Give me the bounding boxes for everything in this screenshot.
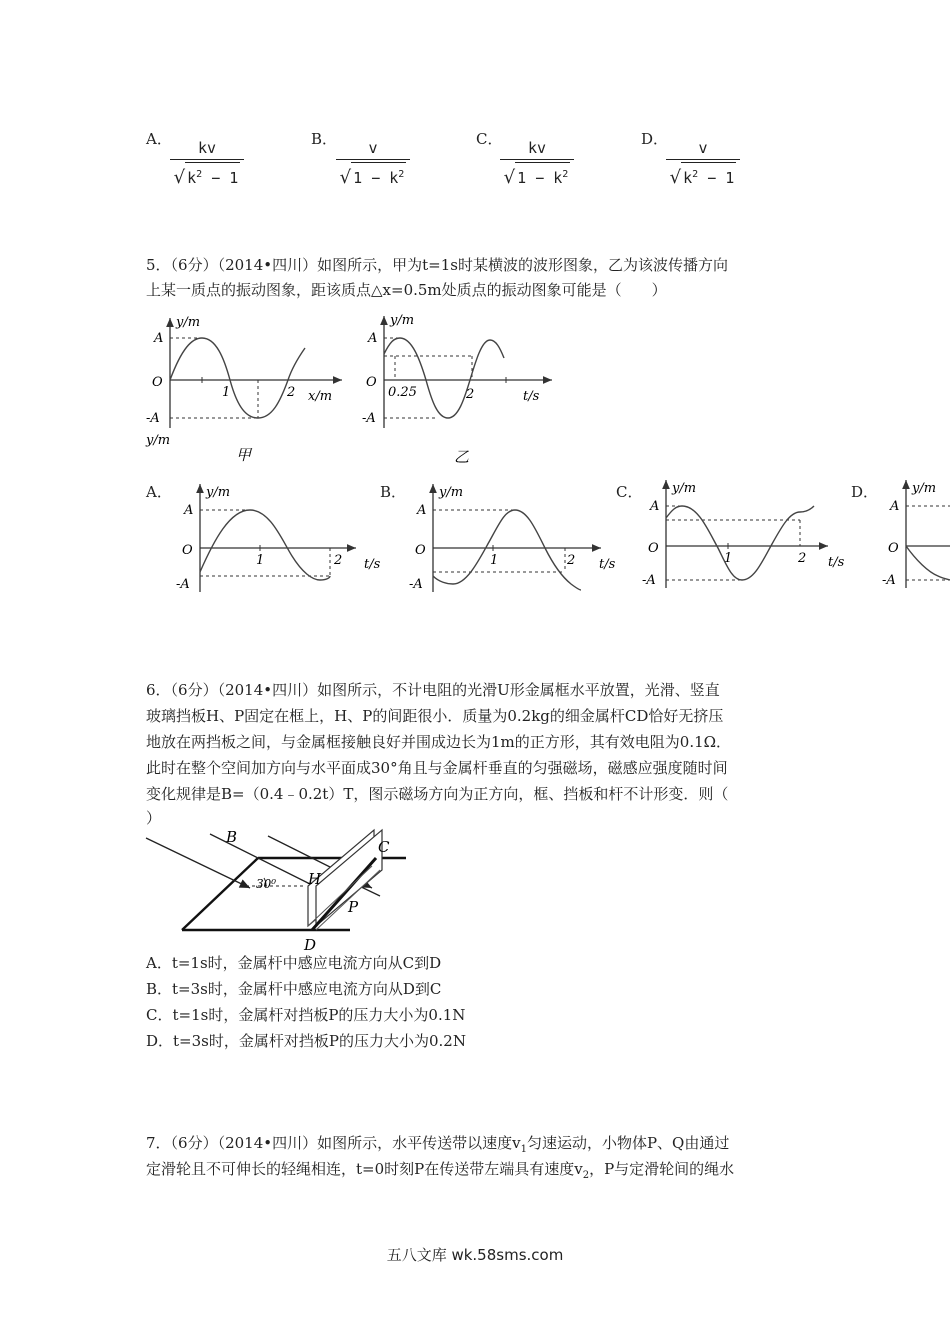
optc-xlabel: t/s [828,555,845,570]
jia-negA-label: -A [146,411,160,426]
q6-label-P: P [348,898,359,916]
yi-xlabel: t/s [523,389,540,404]
q6-label-H: H [308,870,322,888]
q6-label-D: D [304,936,317,954]
q4-option-d-letter: D． [641,130,669,148]
q4-option-c-letter: C． [476,130,503,148]
q6-stem-line3: 地放在两挡板之间，与金属框接触良好并围成边长为1m的正方形，其有效电阻为0.1Ω． [146,733,732,751]
q5-figure-jia [140,308,350,468]
q4-option-a-formula: kv √ $k^2 - 1$ [170,138,244,186]
q6-choice-d: D．t=3s时，金属杆对挡板P的压力大小为0.2N [146,1032,466,1050]
optb-tick-2: 2 [567,553,576,568]
q5-option-a-letter: A． [146,483,172,501]
q4-option-d-formula: v √ $k^2 - 1$ [666,138,740,186]
q5-stem-line1: 5．（6分）（2014•四川）如图所示，甲为t=1s时某横波的波形图象，乙为该波传播方向 [146,256,728,274]
yi-ylabel: y/m [390,313,415,328]
jia-extra-label: y/m [146,433,171,448]
optb-negA-label: -A [409,577,423,592]
q6-stem-line6: ） [146,809,162,827]
optc-ylabel: y/m [672,481,697,496]
q6-choice-a: A．t=1s时，金属杆中感应电流方向从C到D [146,954,442,972]
q5-option-c-letter: C． [616,483,643,501]
jia-O-label: O [152,375,163,390]
optb-tick-1: 1 [490,553,499,568]
jia-caption: 甲 [236,446,252,464]
q4-option-a-letter: A． [146,130,172,148]
q5-option-b-letter: B． [380,483,407,501]
jia-tick-1: 1 [222,385,231,400]
q5-option-d-graph [876,476,950,596]
opta-tick-1: 1 [256,553,265,568]
optb-ylabel: y/m [439,485,464,500]
optb-xlabel: t/s [599,557,616,572]
q5-option-a-graph [170,480,390,600]
yi-negA-label: -A [362,411,376,426]
jia-xlabel: x/m [308,389,333,404]
opta-xlabel: t/s [364,557,381,572]
opta-O-label: O [182,543,193,558]
q6-stem-line2: 玻璃挡板H、P固定在框上，H、P的间距很小．质量为0.2kg的细金属杆CD恰好无挤压 [146,707,724,725]
q6-choice-b: B．t=3s时，金属杆中感应电流方向从D到C [146,980,442,998]
q6-choice-c: C．t=1s时，金属杆对挡板P的压力大小为0.1N [146,1006,466,1024]
q6-label-angle: 30⁰ [256,877,277,891]
opta-negA-label: -A [176,577,190,592]
q6-label-C: C [378,838,390,856]
optc-O-label: O [648,541,659,556]
optd-O-label: O [888,541,899,556]
q6-label-B: B [226,828,238,846]
q5-option-c-graph [640,476,856,596]
q5-stem-line2: 上某一质点的振动图象，距该质点△x=0.5m处质点的振动图象可能是（ ） [146,281,667,299]
optc-tick-2: 2 [798,551,807,566]
opta-tick-2: 2 [334,553,343,568]
optd-ylabel: y/m [912,481,937,496]
opta-A-label: A [184,503,194,518]
optc-tick-1: 1 [724,551,733,566]
yi-caption: 乙 [454,448,470,466]
q5-figure-yi [358,308,558,468]
q6-stem-line4: 此时在整个空间加方向与水平面成30°角且与金属杆垂直的匀强磁场，磁感应强度随时间 [146,759,728,777]
q6-stem-line1: 6．（6分）（2014•四川）如图所示，不计电阻的光滑U形金属框水平放置，光滑、竖直 [146,681,720,699]
optd-A-label: A [890,499,900,514]
jia-tick-2: 2 [287,385,296,400]
q6-figure [140,826,420,954]
jia-ylabel: y/m [176,315,201,330]
page-footer: 五八文库 wk.58sms.com [386,1246,564,1264]
yi-O-label: O [366,375,377,390]
q5-option-b-graph [405,480,625,600]
optc-A-label: A [650,499,660,514]
optb-O-label: O [415,543,426,558]
q6-stem-line5: 变化规律是B=（0.4﹣0.2t）T，图示磁场方向为正方向，框、挡板和杆不计形变．则（ [146,785,729,803]
q4-option-b-formula: v √ $1 - k^2$ [336,138,410,186]
q7-stem-line1: 7．（6分）（2014•四川）如图所示，水平传送带以速度$v_1$匀速运动，小物体P、Q由通过 [146,1134,730,1155]
yi-tick-025: 0.25 [388,385,417,400]
optb-A-label: A [417,503,427,518]
yi-A-label: A [368,331,378,346]
q4-option-b-letter: B． [311,130,338,148]
q7-stem-line2: 定滑轮且不可伸长的轻绳相连，t=0时刻P在传送带左端具有速度$v_2$，P与定滑轮间的绳水 [146,1160,735,1181]
optc-negA-label: -A [642,573,656,588]
yi-tick-2: 2 [466,387,475,402]
jia-A-label: A [154,331,164,346]
q4-option-c-formula: kv √ $1 - k^2$ [500,138,574,186]
opta-ylabel: y/m [206,485,231,500]
optd-negA-label: -A [882,573,896,588]
q5-option-d-letter: D． [851,483,879,501]
